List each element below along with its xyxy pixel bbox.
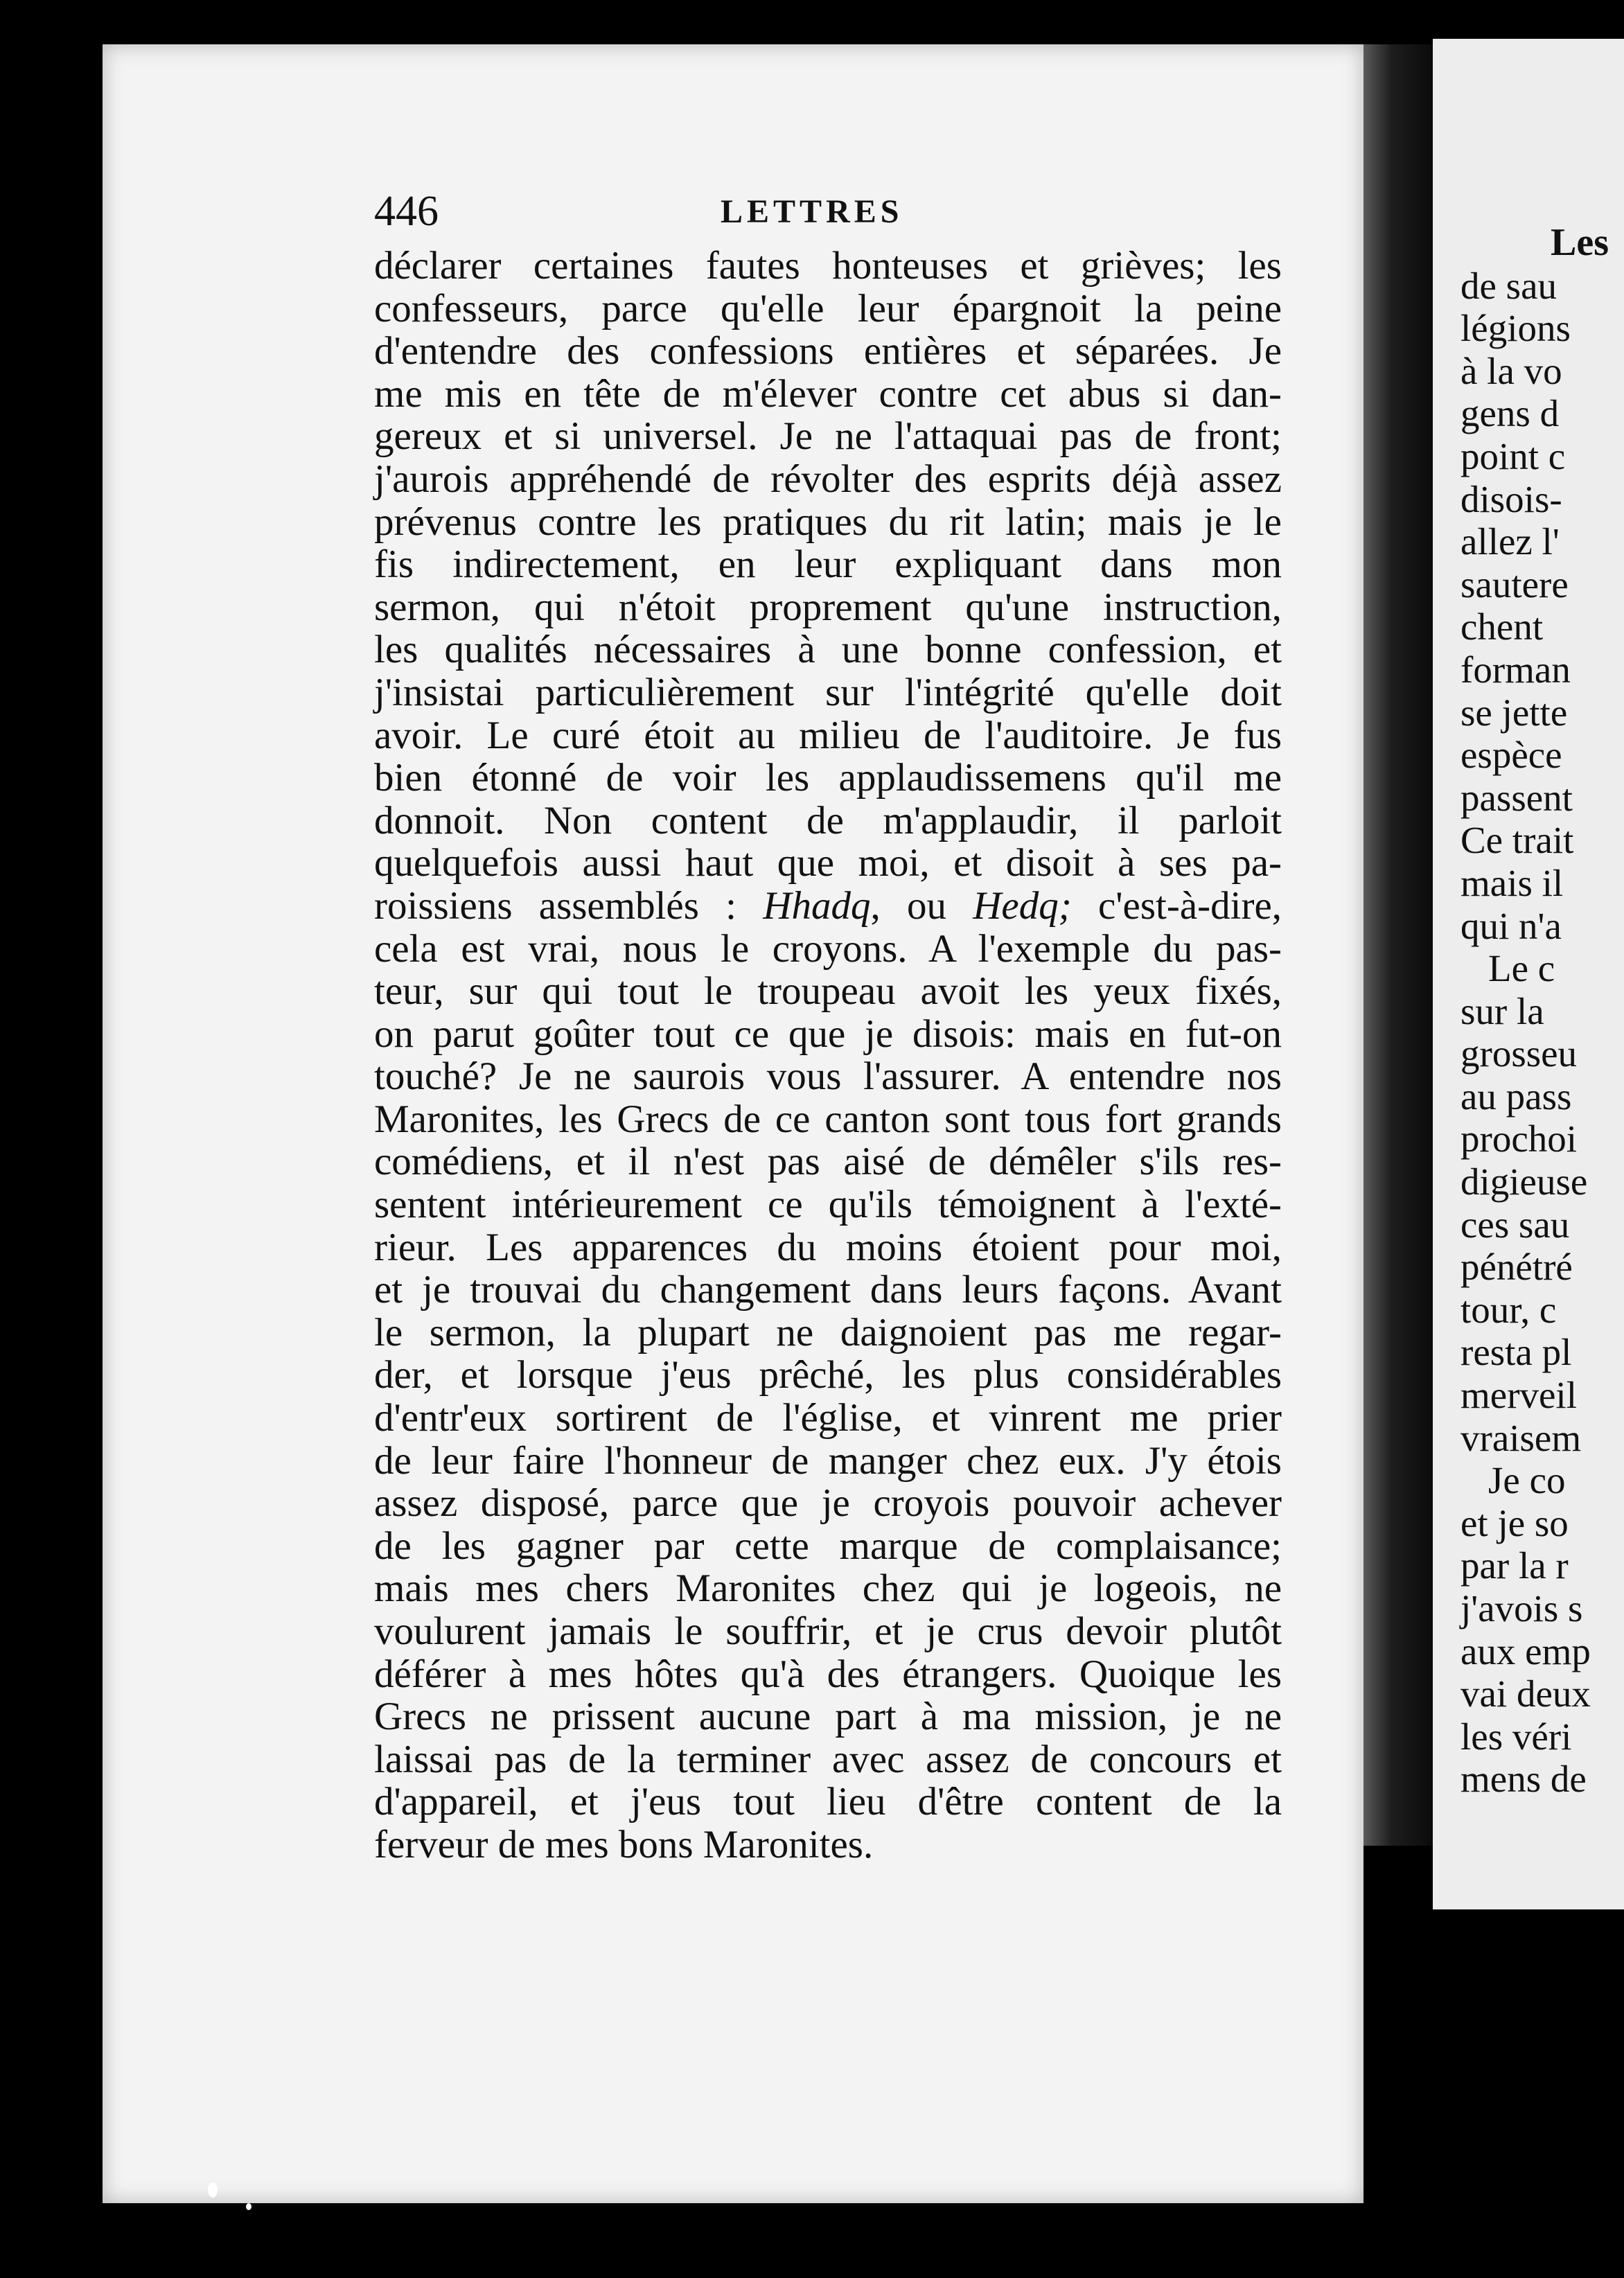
facing-text-line: forman (1460, 648, 1571, 691)
facing-text-line: ces sau (1460, 1203, 1570, 1246)
facing-text-line: de sau (1460, 264, 1557, 307)
text-line: Maronites, les Grecs de ce canton sont tous fort grands (374, 1097, 1282, 1141)
facing-text-line: disois- (1460, 477, 1562, 520)
facing-text-line: digieuse (1460, 1160, 1588, 1203)
facing-text-line: par la r (1460, 1544, 1569, 1587)
text-line: d'appareil, et j'eus tout lieu d'être content de la (374, 1780, 1282, 1824)
facing-text-line: vai deux (1460, 1672, 1591, 1715)
text-line: on parut goûter tout ce que je disois: mais en fut-on (374, 1012, 1282, 1056)
facing-text-line: chent (1460, 606, 1544, 648)
text-line: sentent intérieurement ce qu'ils témoignent à l'exté- (374, 1183, 1282, 1227)
body-text (374, 245, 1282, 1866)
facing-text-line: merveil (1460, 1374, 1577, 1417)
facing-text-line: vraisem (1460, 1416, 1582, 1459)
facing-text-line: espèce (1460, 734, 1562, 777)
scan-speck (246, 2203, 251, 2210)
text-line: bien étonné de voir les applaudissemens qu'il me (374, 756, 1282, 800)
text-line: déférer à mes hôtes qu'à des étrangers. Quoique les (374, 1652, 1282, 1696)
facing-text-line: et je so (1460, 1501, 1569, 1544)
facing-text-line: resta pl (1460, 1331, 1572, 1374)
text-line: prévenus contre les pratiques du rit latin; mais je le (374, 500, 1282, 544)
book-gutter (1363, 44, 1433, 1846)
facing-text-line: qui n'a (1460, 904, 1562, 947)
text-line: cela est vrai, nous le croyons. A l'exemple du pas- (374, 926, 1282, 971)
text-line: le sermon, la plupart ne daignoient pas me regar- (374, 1310, 1282, 1354)
text-line: touché? Je ne saurois vous l'assurer. A entendre nos (374, 1054, 1282, 1099)
text-line: déclarer certaines fautes honteuses et grièves; les (374, 244, 1282, 288)
text-line: avoir. Le curé étoit au milieu de l'auditoire. Je fus (374, 713, 1282, 757)
text-line: me mis en tête de m'élever contre cet abus si dan- (374, 371, 1282, 416)
facing-text-line: à la vo (1460, 349, 1562, 392)
facing-text-line: mens de (1460, 1758, 1587, 1801)
text-line: j'insistai particulièrement sur l'intégrité qu'elle doit (374, 670, 1282, 714)
text-line: ferveur de mes bons Maronites. (374, 1822, 874, 1866)
facing-text-line: Ce trait (1460, 819, 1574, 862)
facing-text-line: Le c (1488, 947, 1555, 990)
text-line: laissai pas de la terminer avec assez de concours et (374, 1737, 1282, 1781)
text-line: voulurent jamais le souffrir, et je crus devoir plutôt (374, 1609, 1282, 1653)
text-line: de leur faire l'honneur de manger chez eux. J'y étois (374, 1438, 1282, 1483)
facing-text-line: point c (1460, 434, 1566, 477)
scan-speck (208, 2182, 218, 2198)
facing-text-line: mais il (1460, 861, 1564, 904)
facing-text-line: tour, c (1460, 1288, 1557, 1331)
text-line: sermon, qui n'étoit proprement qu'une instruction, (374, 585, 1282, 629)
running-head: LETTRES (721, 193, 903, 230)
text-line: d'entr'eux sortirent de l'église, et vinrent me prier (374, 1396, 1282, 1440)
facing-text-line: gens d (1460, 392, 1560, 435)
text-line: Grecs ne prissent aucune part à ma mission, je ne (374, 1695, 1282, 1739)
facing-text-line: pénétré (1460, 1246, 1573, 1289)
page-number: 446 (374, 188, 439, 235)
text-line: teur, sur qui tout le troupeau avoit les yeux fixés, (374, 969, 1282, 1014)
facing-text-line: j'avois s (1460, 1587, 1583, 1630)
text-line: assez disposé, parce que je croyois pouvoir achever (374, 1481, 1282, 1526)
text-line: les qualités nécessaires à une bonne confession, et (374, 628, 1282, 672)
facing-text-line: légions (1460, 307, 1571, 350)
text-line: et je trouvai du changement dans leurs façons. Avant (374, 1268, 1282, 1312)
text-line: donnoit. Non content de m'applaudir, il parloit (374, 798, 1282, 842)
facing-text-line: passent (1460, 776, 1573, 819)
facing-text-line: sautere (1460, 563, 1569, 606)
text-line: gereux et si universel. Je ne l'attaquai pas de front; (374, 414, 1282, 459)
facing-text-line: Je co (1488, 1459, 1566, 1502)
text-line: de les gagner par cette marque de complaisance; (374, 1524, 1282, 1568)
text-line: quelquefois aussi haut que moi, et disoit à ses pa- (374, 841, 1282, 885)
facing-page-text (1460, 222, 1624, 1801)
facing-text-line: allez l' (1460, 520, 1560, 563)
text-line: roissiens assemblés : Hhadq, ou Hedq; c'est-à-dire, (374, 883, 1282, 928)
facing-text-line: grosseu (1460, 1032, 1578, 1075)
text-line: rieur. Les apparences du moins étoient pour moi, (374, 1225, 1282, 1269)
facing-text-line: prochoi (1460, 1118, 1578, 1160)
text-line: der, et lorsque j'eus prêché, les plus considérables (374, 1353, 1282, 1397)
text-line: j'aurois appréhendé de révolter des esprits déjà assez (374, 457, 1282, 501)
facing-text-line: au pass (1460, 1075, 1572, 1118)
text-line: fis indirectement, en leur expliquant dans mon (374, 542, 1282, 587)
facing-running-head: Les (1551, 221, 1609, 264)
text-line: comédiens, et il n'est pas aisé de démêler s'ils res- (374, 1140, 1282, 1184)
text-line: d'entendre des confessions entières et séparées. Je (374, 329, 1282, 373)
facing-text-line: sur la (1460, 989, 1544, 1032)
page-header (374, 187, 1289, 242)
text-line: mais mes chers Maronites chez qui je logeois, ne (374, 1566, 1282, 1611)
facing-text-line: aux emp (1460, 1630, 1591, 1672)
facing-text-line: les véri (1460, 1715, 1572, 1758)
facing-text-line: se jette (1460, 691, 1568, 734)
text-line: confesseurs, parce qu'elle leur épargnoit la peine (374, 286, 1282, 330)
